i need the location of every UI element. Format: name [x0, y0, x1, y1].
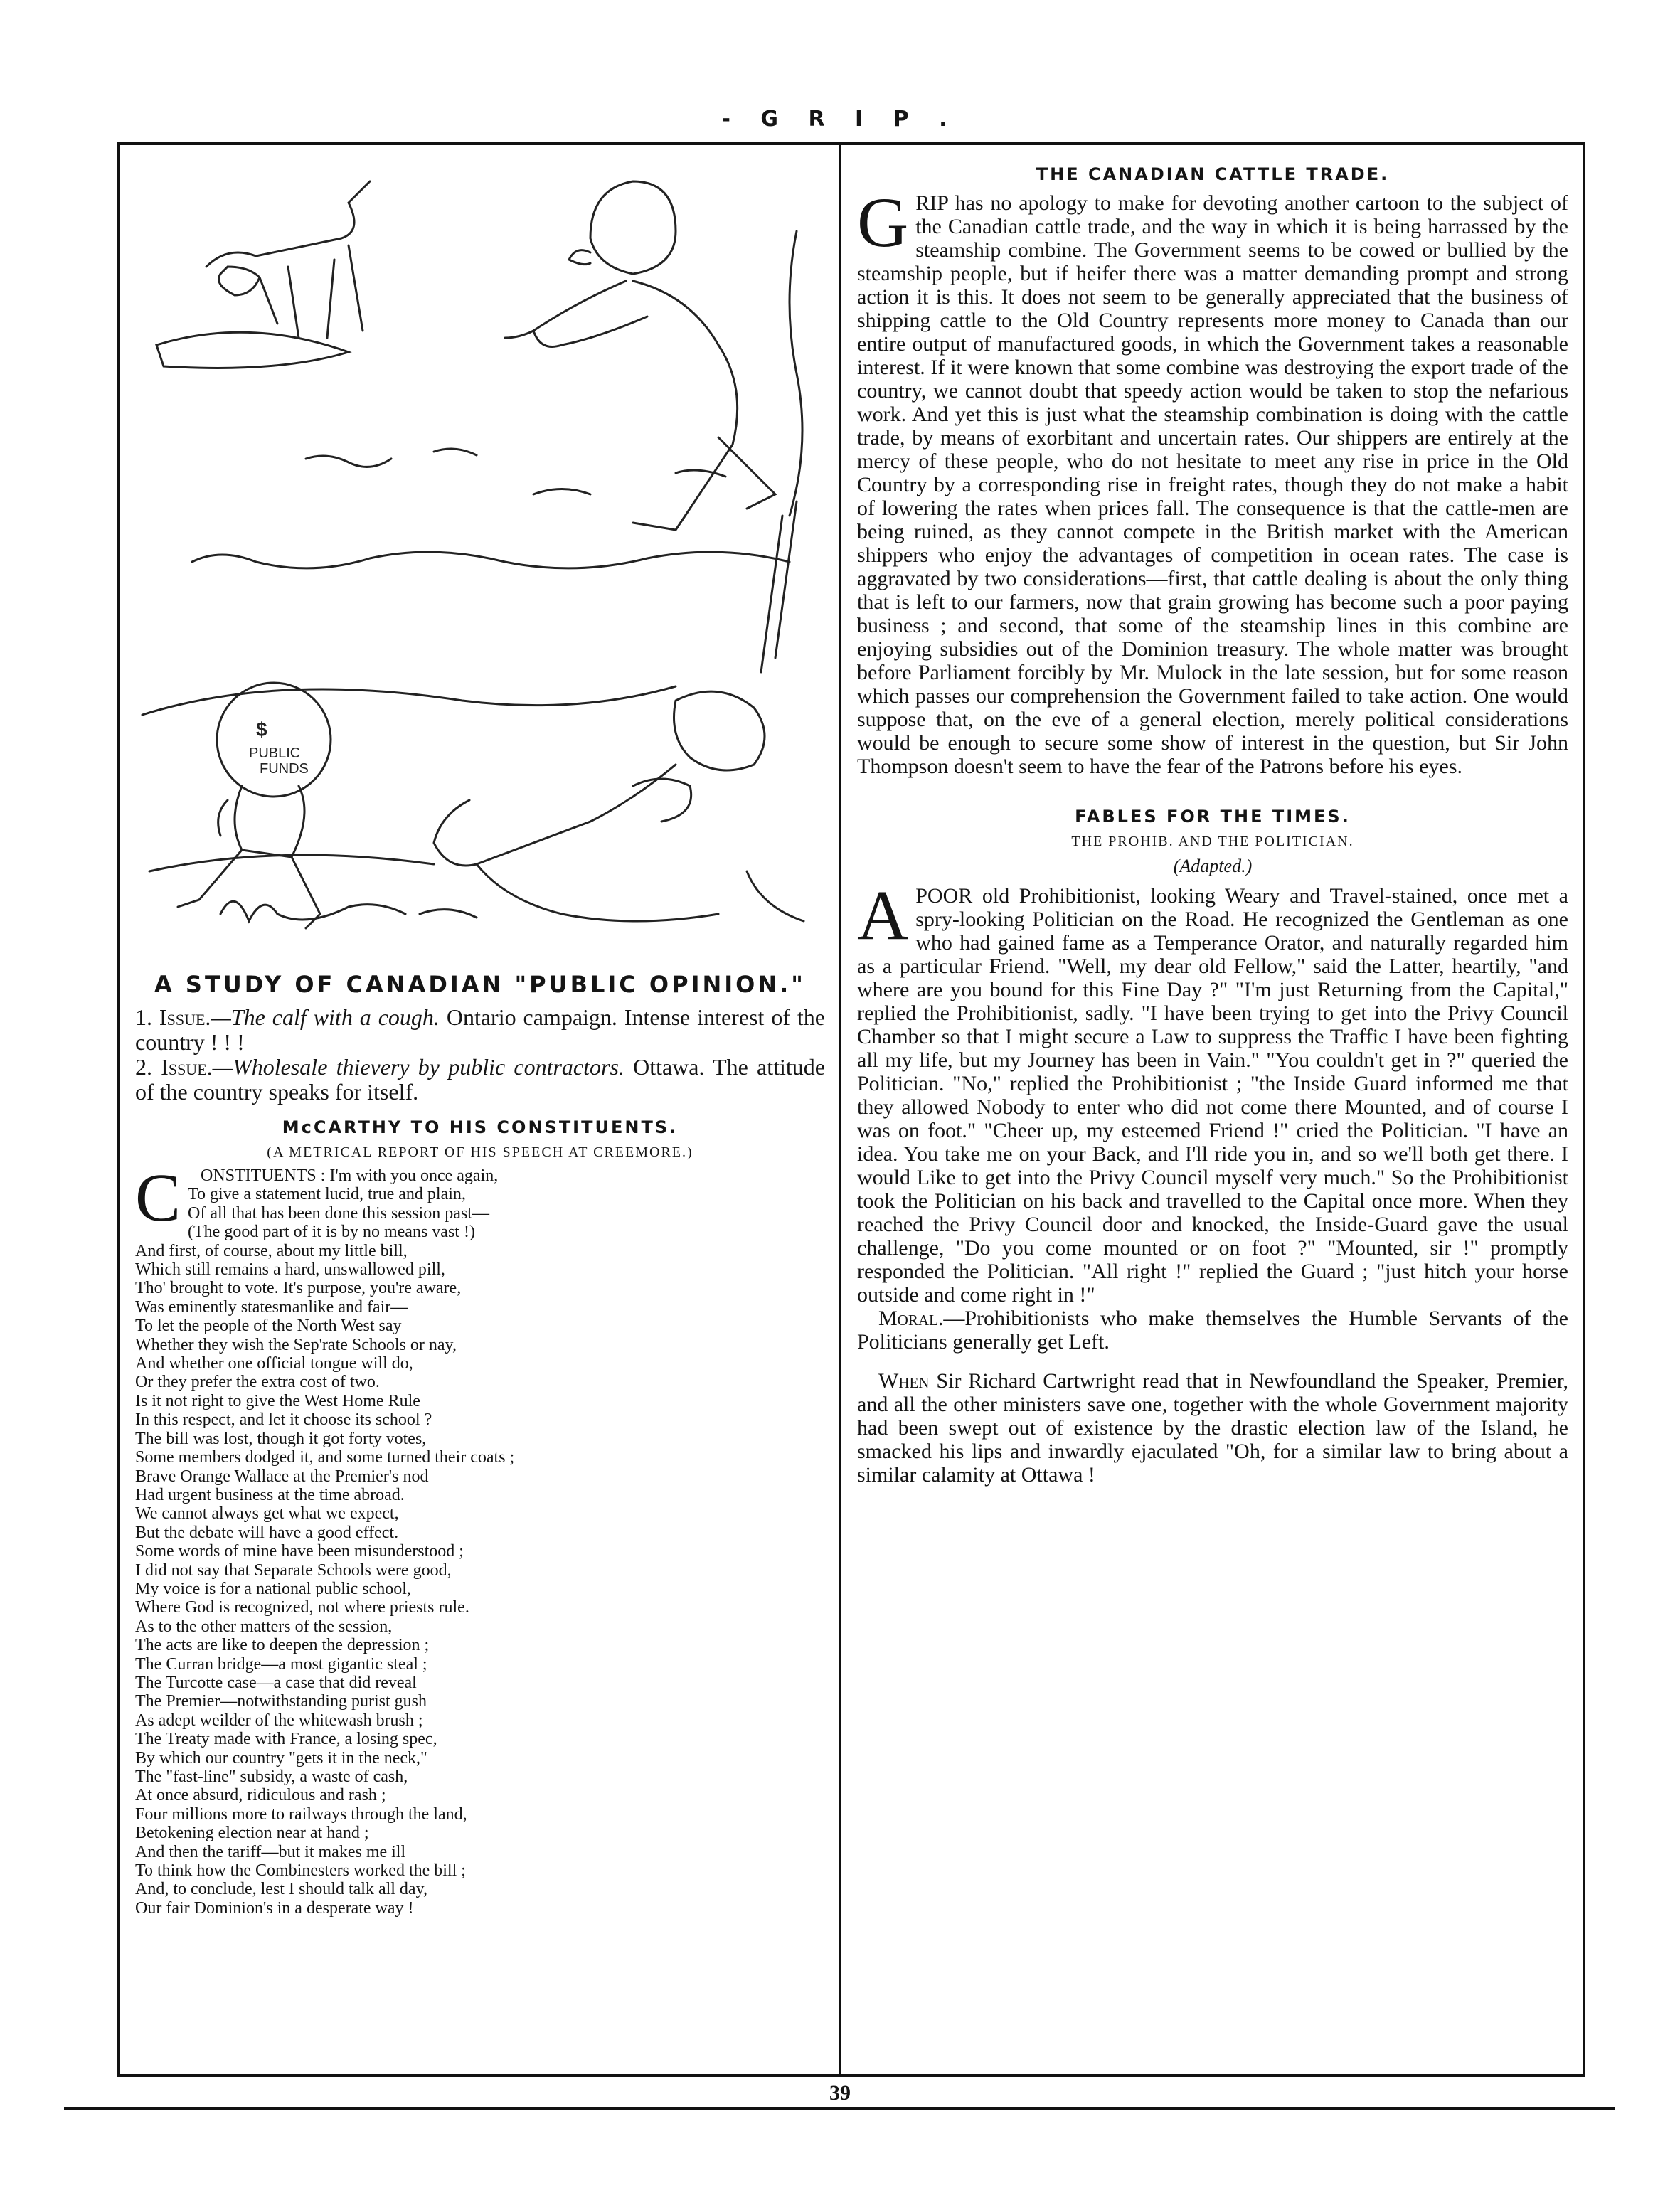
poem-line: Our fair Dominion's in a desperate way !	[135, 1898, 414, 1918]
poem-line: And first, of course, about my little bill,	[135, 1241, 408, 1260]
article-cattle-dropcap: G	[857, 183, 909, 262]
poem-line: At once absurd, ridiculous and rash ;	[135, 1786, 386, 1805]
poem-line: My voice is for a national public school,	[135, 1579, 411, 1598]
issue-2-label: 2. Issue.	[135, 1054, 213, 1080]
poem-line: Of all that has been done this session past—	[188, 1203, 489, 1223]
poem-line: Brave Orange Wallace at the Premier's nod	[135, 1467, 429, 1486]
cartoon-svg	[135, 160, 818, 964]
poem-line: Whether they wish the Sep'rate Schools or nay,	[135, 1335, 457, 1354]
poem-line: Betokening election near at hand ;	[135, 1824, 369, 1843]
page-number: 39	[829, 2081, 851, 2105]
poem-line: The bill was lost, though it got forty votes,	[135, 1429, 427, 1448]
article-fables-moral	[857, 1307, 1568, 1354]
poem-line: To give a statement lucid, true and plain,	[188, 1185, 466, 1204]
cartoon-illustration	[135, 160, 818, 964]
column-divider	[839, 142, 841, 2077]
poem-line: (The good part of it is by no means vast !)	[188, 1223, 475, 1242]
poem-line: Which still remains a hard, unswallowed pill,	[135, 1260, 445, 1280]
poem-line: The Treaty made with France, a losing spec,	[135, 1730, 437, 1749]
poem-line: Had urgent business at the time abroad.	[135, 1485, 405, 1504]
article-fables-body	[857, 876, 1568, 1307]
poem-line: Four millions more to railways through the land,	[135, 1804, 467, 1824]
poem-line: As to the other matters of the session,	[135, 1617, 393, 1636]
poem-line: The Curran bridge—a most gigantic steal ;	[135, 1654, 427, 1674]
article-cartwright	[857, 1369, 1568, 1487]
issue-2-text: Ottawa. The attitude of the country speaks for itself.	[135, 1054, 826, 1105]
poem-line: Was eminently statesmanlike and fair—	[135, 1297, 408, 1317]
poem	[135, 1159, 825, 1918]
bag-symbol: $	[256, 718, 267, 740]
poem-line: I did not say that Separate Schools were good,	[135, 1561, 452, 1580]
poem-line: In this respect, and let it choose its school ?	[135, 1410, 432, 1430]
poem-line: The acts are like to deepen the depression ;	[135, 1636, 430, 1655]
issue-1-label: 1. Issue.	[135, 1004, 211, 1030]
poem-title: McCARTHY TO HIS CONSTITUENTS.	[282, 1117, 679, 1137]
right-column	[857, 160, 1568, 1487]
article-cattle-title: THE CANADIAN CATTLE TRADE.	[1036, 164, 1390, 184]
poem-subtitle: (A METRICAL REPORT OF HIS SPEECH AT CREEMORE.)	[267, 1144, 693, 1160]
poem-line: ONSTITUENTS : I'm with you once again,	[201, 1166, 499, 1185]
article-cartwright-lead: When	[878, 1369, 930, 1393]
article-fables-adapted: (Adapted.)	[1173, 856, 1253, 876]
poem-line: And then the tariff—but it makes me ill	[135, 1842, 406, 1861]
issue-1	[135, 1005, 825, 1055]
poem-line: By which our country "gets it in the neck,"	[135, 1748, 427, 1767]
poem-line: The Turcotte case—a case that did reveal	[135, 1673, 417, 1692]
poem-line: We cannot always get what we expect,	[135, 1504, 399, 1524]
poem-line: To let the people of the North West say	[135, 1317, 402, 1336]
article-cattle-body	[857, 183, 1568, 778]
issue-2-italic: —Wholesale thievery by public contractors.	[212, 1054, 624, 1080]
poem-line: Where God is recognized, not where priests rule.	[135, 1598, 469, 1617]
issue-1-italic: —The calf with a cough.	[211, 1004, 440, 1030]
issue-2	[135, 1055, 825, 1105]
left-column	[135, 160, 825, 1918]
article-fables-title: FABLES FOR THE TIMES.	[1075, 807, 1351, 826]
poem-lines	[135, 1159, 825, 1918]
poem-line: Tho' brought to vote. It's purpose, you're aware,	[135, 1279, 462, 1298]
poem-line: Is it not right to give the West Home Rule	[135, 1391, 420, 1410]
poem-line: The Premier—notwithstanding purist gush	[135, 1692, 427, 1711]
footer-rule	[64, 2107, 1615, 2110]
bag-label-funds: FUNDS	[260, 761, 309, 777]
poem-dropcap: C	[135, 1159, 181, 1235]
poem-line: To think how the Combinesters worked the bill ;	[135, 1861, 466, 1881]
article-fables-dropcap: A	[857, 876, 909, 955]
poem-line: And, to conclude, lest I should talk all day,	[135, 1880, 428, 1899]
poem-line: As adept weilder of the whitewash brush ;	[135, 1711, 423, 1730]
poem-line: The "fast-line" subsidy, a waste of cash,	[135, 1767, 408, 1786]
poem-line: Some members dodged it, and some turned their coats ;	[135, 1448, 515, 1467]
moral-label: Moral.	[878, 1307, 944, 1330]
poem-line: Some words of mine have been misunderstood ;	[135, 1542, 464, 1561]
poem-line: And whether one official tongue will do,	[135, 1354, 413, 1373]
article-fables-subtitle: THE PROHIB. AND THE POLITICIAN.	[1071, 834, 1354, 849]
article-cattle-text: RIP has no apology to make for devoting another cartoon to the subject of the Canadian cattle trade, and the way in which it is being harrassed by the steamship combine. The Government seems to be cowed or bullied by the steamship people, but if heifer there was a matter demanding prompt and strong action it is this. It does not seem to be generally appreciated that the business of shipping cattle to the Old Country represents more money to Canada than our entire output of manufactured goods, in which the Government takes a reasonable interest. If it were known that some combine was destroying the export trade of the country, we cannot doubt that speedy action would be taken to stop the nefarious work. And yet this is just what the steamship combination is doing with the cattle trade, by means of exorbitant and uncertain rates. Our shippers are entirely at the mercy of these people, who do not hesitate to meet any rise in price in the Old Country by a corresponding rise in freight rates, though they do not make a habit of lowering the rates when prices fall. The consequence is that the cattle-men are being ruined, as they cannot compete in the British market with the American shippers who enjoy the advantages of competition in ocean rates. The case is aggravated by two considerations—first, that cattle dealing is about the only thing that is left to our farmers, now that grain growing has become such a poor paying business ; and second, that some of the steamship lines in this combine are enjoying subsidies out of the Dominion treasury. The whole matter was brought before Parliament forcibly by Mr. Mulock in the late session, but for some reason which passes our comprehension the Government failed to take action. One would suppose that, on the eve of a general election, merely political considerations would be enough to secure some show of interest in the question, but Sir John Thompson doesn't seem to have the fear of the Patrons before his eyes.	[857, 191, 1568, 778]
poem-line: Or they prefer the extra cost of two.	[135, 1373, 380, 1392]
moral-text: —Prohibitionists who make themselves the Humble Servants of the Politicians generally get Left.	[857, 1307, 1568, 1354]
masthead: - G R I P .	[721, 107, 959, 132]
bag-label-public: PUBLIC	[249, 745, 301, 761]
cartoon-caption-title: A STUDY OF CANADIAN "PUBLIC OPINION."	[154, 971, 806, 998]
issue-1-text: Ontario campaign. Intense interest of the country ! ! !	[135, 1004, 826, 1055]
poem-line: But the debate will have a good effect.	[135, 1523, 399, 1542]
article-fables-text: POOR old Prohibitionist, looking Weary and Travel-stained, once met a spry-looking Politician on the Road. He recognized the Gentleman as one who had gained fame as a Temperance Orator, and naturally regarded him as a particular Friend. "Well, my dear old Fellow," said the Latter, heartily, "and where are you bound for this Fine Day ?" "I'm just Returning from the Capital," replied the Prohibitionist, sadly. "I have been trying to get into the Privy Council Chamber so that I might secure a Law to suppress the Traffic I have been fighting all my life, but my Journey has been in Vain." "You couldn't get in ?" queried the Politician. "No," replied the Prohibitionist ; "the Inside Guard informed me that they allowed Nobody to enter who did not come there Mounted, and of course I was on foot." "Cheer up, my esteemed Friend !" cried the Politician. "I have an idea. You take me on your Back, and I'll ride you in, and so we'll both get there. I would Like to get into the Privy Council myself very much." So the Prohibitionist took the Politician on his back and travelled to the Capital once more. When they reached the Privy Council door and knocked, the Inside-Guard gave the usual challenge, "Do you come mounted or on foot ?" "Mounted, sir !" promptly responded the Politician. "All right !" replied the Guard ; "just hitch your horse outside and come right in !"	[857, 884, 1568, 1307]
article-cartwright-text: Sir Richard Cartwright read that in Newfoundland the Speaker, Premier, and all the other ministers save one, together with the whole Government majority had been swept out of existence by the drastic election law of the Island, he smacked his lips and inwardly ejaculated "Oh, for a similar law to bring about a similar calamity at Ottawa !	[857, 1369, 1568, 1487]
